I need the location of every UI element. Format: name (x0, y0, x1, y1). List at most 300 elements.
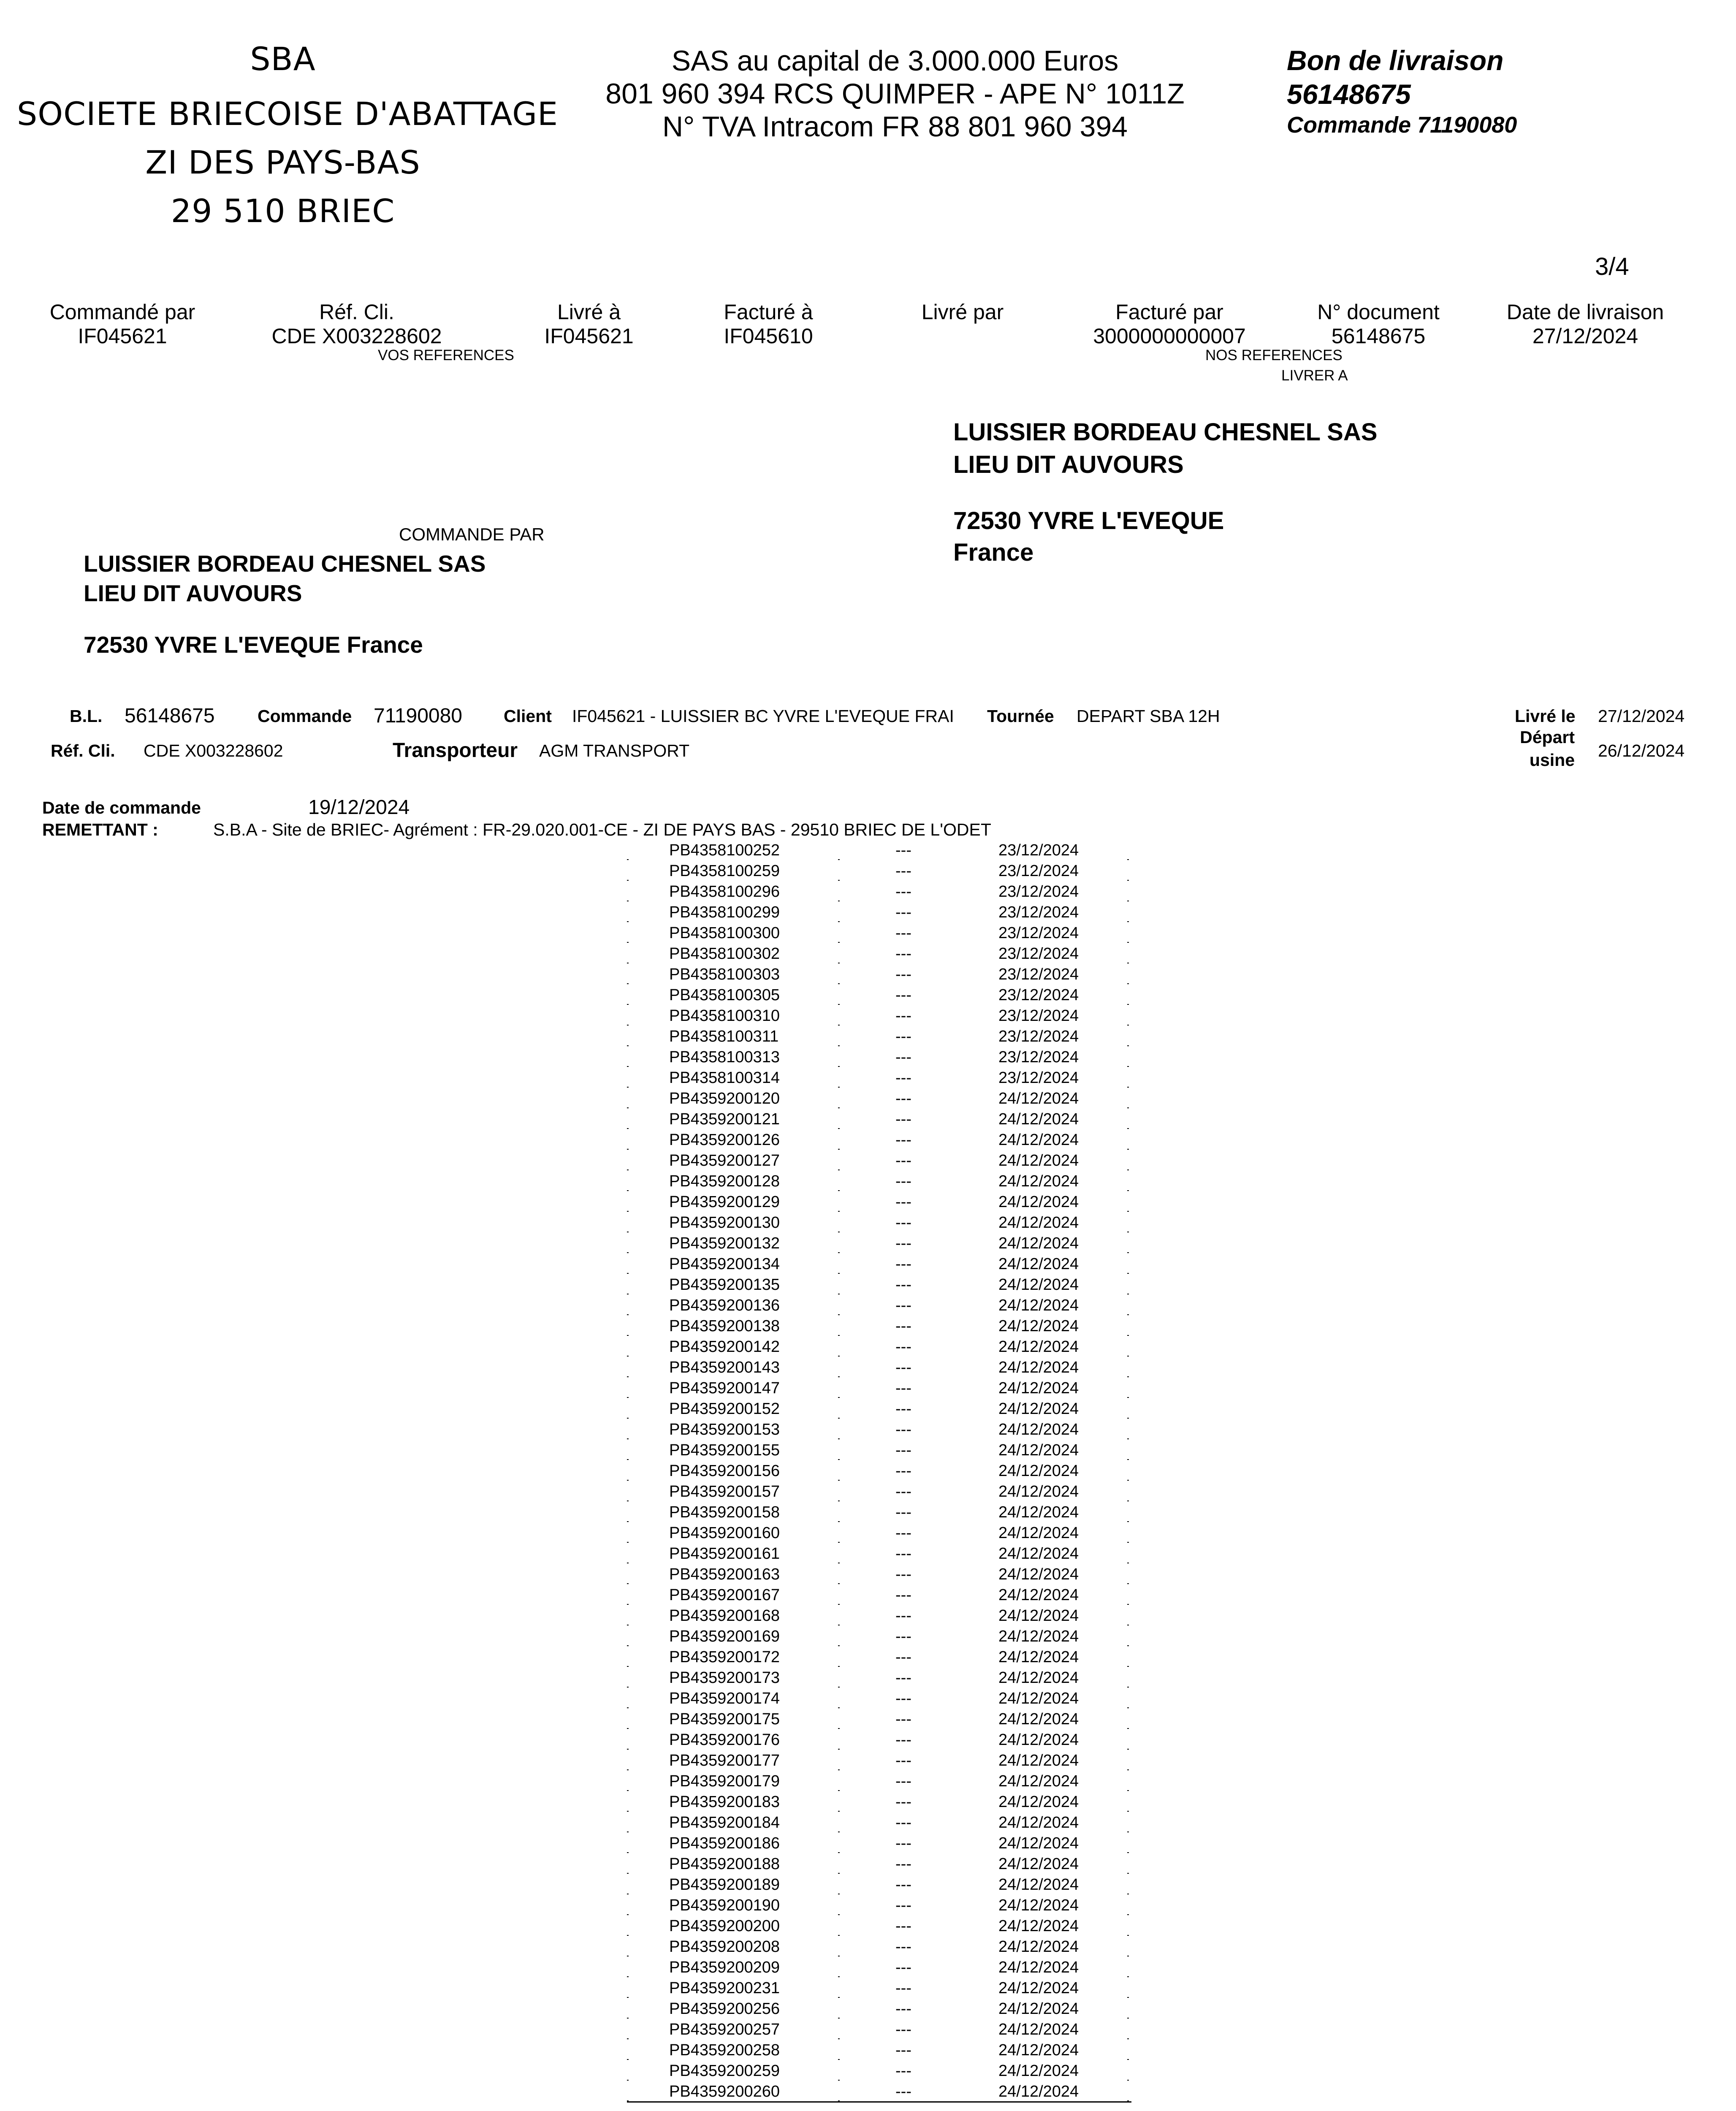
tournee-value: DEPART SBA 12H (1077, 706, 1220, 726)
ref-value-ref-cli: CDE X003228602 (271, 324, 442, 348)
row-tick (627, 1459, 629, 1460)
lot-number-cell: PB4358100252 (669, 841, 780, 859)
row-tick (1127, 1583, 1129, 1584)
row-tick (627, 1107, 629, 1108)
lot-number-cell: PB4359200173 (669, 1669, 780, 1687)
row-tick (1127, 1376, 1129, 1377)
date-cell: 24/12/2024 (998, 1710, 1079, 1728)
row-tick (627, 1273, 629, 1274)
date-cell: 24/12/2024 (998, 1814, 1079, 1832)
date-cell: 24/12/2024 (998, 1400, 1079, 1418)
table-row (627, 1750, 1134, 1771)
row-tick (627, 2080, 629, 2081)
quantity-cell: --- (895, 1524, 911, 1542)
table-row (627, 1585, 1134, 1606)
lot-number-cell: PB4358100300 (669, 924, 780, 942)
row-tick (838, 1397, 840, 1398)
date-cell: 24/12/2024 (998, 1648, 1079, 1666)
date-cell: 23/12/2024 (998, 1048, 1079, 1066)
table-row (627, 923, 1134, 944)
lot-number-cell: PB4358100299 (669, 904, 780, 921)
lot-number-cell: PB4359200134 (669, 1255, 780, 1273)
ref-cli-value: CDE X003228602 (144, 741, 283, 760)
quantity-cell: --- (895, 1607, 911, 1625)
lot-number-cell: PB4359200188 (669, 1855, 780, 1873)
date-cell: 24/12/2024 (998, 2021, 1079, 2038)
page-number: 3/4 (1595, 253, 1629, 280)
row-tick (838, 1087, 840, 1088)
date-cell: 24/12/2024 (998, 1690, 1079, 1707)
table-row (627, 1771, 1134, 1792)
table-row (627, 1068, 1134, 1088)
row-tick (627, 1025, 629, 1026)
lot-number-cell: PB4359200168 (669, 1607, 780, 1625)
row-tick (838, 1107, 840, 1108)
row-tick (838, 1583, 840, 1584)
lot-number-cell: PB4359200135 (669, 1276, 780, 1294)
lot-number-cell: PB4359200128 (669, 1172, 780, 1190)
quantity-cell: --- (895, 1152, 911, 1169)
table-row (627, 1192, 1134, 1213)
quantity-cell: --- (895, 2083, 911, 2100)
lot-number-cell: PB4359200259 (669, 2062, 780, 2080)
company-short: SBA (250, 40, 316, 78)
table-row (627, 964, 1134, 985)
date-cell: 24/12/2024 (998, 1172, 1079, 1190)
lot-number-cell: PB4359200260 (669, 2083, 780, 2100)
ref-value-date-livraison: 27/12/2024 (1532, 324, 1638, 348)
row-tick (838, 1811, 840, 1812)
livrer-a-city: 72530 YVRE L'EVEQUE (953, 507, 1224, 535)
row-tick (627, 859, 629, 860)
usine-label: usine (1529, 750, 1575, 770)
row-tick (627, 1376, 629, 1377)
client-label: Client (504, 706, 552, 726)
table-row (627, 1833, 1134, 1854)
lot-number-cell: PB4359200126 (669, 1131, 780, 1149)
date-cell: 24/12/2024 (998, 1276, 1079, 1294)
row-tick (838, 1749, 840, 1750)
quantity-cell: --- (895, 1172, 911, 1190)
lot-number-cell: PB4358100314 (669, 1069, 780, 1087)
row-tick (838, 1314, 840, 1315)
quantity-cell: --- (895, 1648, 911, 1666)
date-cell: 24/12/2024 (998, 1483, 1079, 1500)
row-tick (1127, 880, 1129, 881)
table-row (627, 1357, 1134, 1378)
quantity-cell: --- (895, 1938, 911, 1956)
row-tick (1127, 1211, 1129, 1212)
row-tick (1127, 942, 1129, 943)
doc-number: 56148675 (1287, 79, 1411, 110)
row-tick (838, 1852, 840, 1853)
lot-number-cell: PB4359200161 (669, 1545, 780, 1563)
doc-order: Commande 71190080 (1287, 112, 1517, 138)
lot-number-cell: PB4359200184 (669, 1814, 780, 1832)
lot-number-cell: PB4358100259 (669, 862, 780, 880)
lot-number-cell: PB4359200208 (669, 1938, 780, 1956)
row-tick (1127, 1604, 1129, 1605)
table-row (627, 1006, 1134, 1026)
lot-number-cell: PB4359200156 (669, 1462, 780, 1480)
row-tick (838, 1335, 840, 1336)
row-tick (627, 921, 629, 922)
date-cell: 23/12/2024 (998, 986, 1079, 1004)
date-cell: 24/12/2024 (998, 1441, 1079, 1459)
row-tick (838, 1707, 840, 1708)
lot-number-cell: PB4359200174 (669, 1690, 780, 1707)
quantity-cell: --- (895, 1069, 911, 1087)
date-cell: 24/12/2024 (998, 2083, 1079, 2100)
date-cell: 24/12/2024 (998, 1193, 1079, 1211)
row-tick (1127, 1169, 1129, 1170)
date-cell: 23/12/2024 (998, 904, 1079, 921)
ref-header-ref-cli: Réf. Cli. (319, 300, 394, 324)
ref-header-facture-a: Facturé à (724, 300, 813, 324)
table-bottom-rule (627, 2101, 1131, 2103)
quantity-cell: --- (895, 2062, 911, 2080)
company-city: 29 510 BRIEC (171, 192, 395, 230)
nos-references-label: NOS REFERENCES (1205, 347, 1343, 364)
quantity-cell: --- (895, 1276, 911, 1294)
lot-number-cell: PB4359200121 (669, 1110, 780, 1128)
lot-number-cell: PB4359200177 (669, 1752, 780, 1769)
quantity-cell: --- (895, 1193, 911, 1211)
date-cell: 24/12/2024 (998, 1297, 1079, 1314)
quantity-cell: --- (895, 1317, 911, 1335)
lot-number-cell: PB4359200120 (669, 1090, 780, 1107)
date-cell: 23/12/2024 (998, 883, 1079, 901)
quantity-cell: --- (895, 1090, 911, 1107)
row-tick (838, 1604, 840, 1605)
date-cell: 24/12/2024 (998, 1503, 1079, 1521)
table-row (627, 1999, 1134, 2019)
date-cell: 24/12/2024 (998, 1545, 1079, 1563)
vos-references-label: VOS REFERENCES (378, 347, 514, 364)
commande-par-name: LUISSIER BORDEAU CHESNEL SAS (84, 551, 486, 577)
table-row (627, 1295, 1134, 1316)
date-cell: 24/12/2024 (998, 1255, 1079, 1273)
lot-number-cell: PB4359200142 (669, 1338, 780, 1356)
table-row (627, 1213, 1134, 1233)
quantity-cell: --- (895, 1007, 911, 1025)
quantity-cell: --- (895, 883, 911, 901)
table-row (627, 1399, 1134, 1419)
lot-number-cell: PB4359200157 (669, 1483, 780, 1500)
quantity-cell: --- (895, 841, 911, 859)
row-tick (627, 2059, 629, 2060)
lot-number-cell: PB4359200175 (669, 1710, 780, 1728)
table-row (627, 1419, 1134, 1440)
quantity-cell: --- (895, 1876, 911, 1894)
row-tick (1127, 1004, 1129, 1005)
row-tick (627, 1666, 629, 1667)
date-cell: 24/12/2024 (998, 1214, 1079, 1232)
row-tick (627, 1314, 629, 1315)
quantity-cell: --- (895, 1545, 911, 1563)
table-row (627, 1316, 1134, 1337)
date-cell: 24/12/2024 (998, 1772, 1079, 1790)
row-tick (838, 880, 840, 881)
lot-number-cell: PB4358100296 (669, 883, 780, 901)
quantity-cell: --- (895, 1338, 911, 1356)
date-cell: 24/12/2024 (998, 1462, 1079, 1480)
ref-value-facture-par: 3000000000007 (1093, 324, 1246, 348)
table-row (627, 2019, 1134, 2040)
lot-number-cell: PB4358100305 (669, 986, 780, 1004)
row-tick (627, 880, 629, 881)
row-tick (838, 1914, 840, 1915)
lot-number-cell: PB4359200158 (669, 1503, 780, 1521)
commande-value: 71190080 (374, 705, 462, 727)
ref-header-livre-a: Livré à (557, 300, 621, 324)
row-tick (838, 1190, 840, 1191)
row-tick (1127, 1252, 1129, 1253)
date-cell: 24/12/2024 (998, 2000, 1079, 2018)
quantity-cell: --- (895, 1710, 911, 1728)
row-tick (838, 1004, 840, 1005)
row-tick (1127, 1273, 1129, 1274)
date-cell: 24/12/2024 (998, 1897, 1079, 1914)
row-tick (1127, 2038, 1129, 2039)
date-cell: 23/12/2024 (998, 945, 1079, 963)
date-commande-label: Date de commande (42, 798, 201, 817)
row-tick (838, 1645, 840, 1646)
row-tick (838, 1025, 840, 1026)
row-tick (627, 1128, 629, 1129)
quantity-cell: --- (895, 1028, 911, 1045)
row-tick (627, 1521, 629, 1522)
row-tick (838, 1666, 840, 1667)
table-row (627, 1150, 1134, 1171)
table-row (627, 1130, 1134, 1150)
table-row (627, 2061, 1134, 2081)
quantity-cell: --- (895, 1048, 911, 1066)
date-cell: 24/12/2024 (998, 1338, 1079, 1356)
table-row (627, 1171, 1134, 1192)
quantity-cell: --- (895, 1752, 911, 1769)
row-tick (627, 1707, 629, 1708)
lot-number-cell: PB4359200186 (669, 1834, 780, 1852)
row-tick (838, 1149, 840, 1150)
quantity-cell: --- (895, 1359, 911, 1376)
ref-header-facture-par: Facturé par (1115, 300, 1223, 324)
row-tick (1127, 1500, 1129, 1501)
quantity-cell: --- (895, 1855, 911, 1873)
date-cell: 24/12/2024 (998, 1524, 1079, 1542)
row-tick (627, 1769, 629, 1770)
quantity-cell: --- (895, 2021, 911, 2038)
quantity-cell: --- (895, 2041, 911, 2059)
quantity-cell: --- (895, 1979, 911, 1997)
date-cell: 24/12/2024 (998, 1607, 1079, 1625)
row-tick (1127, 1790, 1129, 1791)
company-name: SOCIETE BRIECOISE D'ABATTAGE (17, 95, 559, 133)
table-row (627, 2081, 1134, 2102)
row-tick (1127, 983, 1129, 984)
commande-par-city: 72530 YVRE L'EVEQUE France (84, 632, 423, 658)
table-row (627, 1544, 1134, 1564)
row-tick (1127, 1873, 1129, 1874)
date-cell: 23/12/2024 (998, 841, 1079, 859)
date-cell: 24/12/2024 (998, 1586, 1079, 1604)
row-tick (838, 2038, 840, 2039)
row-tick (838, 1066, 840, 1067)
table-row (627, 1875, 1134, 1895)
date-cell: 24/12/2024 (998, 1959, 1079, 1976)
date-cell: 24/12/2024 (998, 1855, 1079, 1873)
quantity-cell: --- (895, 904, 911, 921)
row-tick (838, 2059, 840, 2060)
lot-number-cell: PB4359200209 (669, 1959, 780, 1976)
row-tick (627, 1811, 629, 1812)
row-tick (627, 1976, 629, 1977)
row-tick (627, 1438, 629, 1439)
date-cell: 24/12/2024 (998, 1235, 1079, 1252)
row-tick (838, 1169, 840, 1170)
date-cell: 24/12/2024 (998, 1669, 1079, 1687)
company-zone: ZI DES PAYS-BAS (145, 144, 420, 181)
row-tick (1127, 2018, 1129, 2019)
row-tick (627, 1045, 629, 1046)
lot-number-cell: PB4359200179 (669, 1772, 780, 1790)
quantity-cell: --- (895, 1793, 911, 1811)
quantity-cell: --- (895, 1772, 911, 1790)
date-cell: 24/12/2024 (998, 1731, 1079, 1749)
table-row (627, 1523, 1134, 1544)
date-cell: 24/12/2024 (998, 1317, 1079, 1335)
row-tick (627, 1169, 629, 1170)
lot-number-cell: PB4359200153 (669, 1421, 780, 1438)
row-tick (1127, 1542, 1129, 1543)
table-row (627, 1730, 1134, 1750)
depart-label: Départ (1520, 727, 1575, 747)
row-tick (1127, 1645, 1129, 1646)
bl-label: B.L. (70, 706, 103, 726)
row-tick (838, 2018, 840, 2019)
table-row (627, 2040, 1134, 2061)
table-row (627, 1916, 1134, 1937)
quantity-cell: --- (895, 1235, 911, 1252)
lot-number-cell: PB4359200200 (669, 1917, 780, 1935)
row-tick (1127, 1087, 1129, 1088)
row-tick (838, 859, 840, 860)
date-cell: 24/12/2024 (998, 1090, 1079, 1107)
table-row (627, 985, 1134, 1006)
row-tick (838, 1356, 840, 1357)
row-tick (627, 1790, 629, 1791)
row-tick (1127, 1687, 1129, 1688)
table-row (627, 1564, 1134, 1585)
row-tick (838, 1438, 840, 1439)
quantity-cell: --- (895, 1834, 911, 1852)
row-tick (1127, 1521, 1129, 1522)
table-row (627, 1440, 1134, 1461)
lot-number-cell: PB4359200138 (669, 1317, 780, 1335)
table-row (627, 1233, 1134, 1254)
lot-number-cell: PB4358100302 (669, 945, 780, 963)
row-tick (1127, 1418, 1129, 1419)
row-tick (1127, 2059, 1129, 2060)
table-row (627, 1957, 1134, 1978)
table-row (627, 1502, 1134, 1523)
lot-number-cell: PB4359200163 (669, 1566, 780, 1583)
table-row (627, 1792, 1134, 1813)
row-tick (627, 983, 629, 984)
lot-number-cell: PB4359200127 (669, 1152, 780, 1169)
date-cell: 24/12/2024 (998, 1359, 1079, 1376)
table-row (627, 1337, 1134, 1357)
date-cell: 23/12/2024 (998, 1069, 1079, 1087)
date-cell: 24/12/2024 (998, 1834, 1079, 1852)
row-tick (1127, 1107, 1129, 1108)
doc-type: Bon de livraison (1287, 45, 1504, 76)
row-tick (1127, 1149, 1129, 1150)
legal-rcs: 801 960 394 RCS QUIMPER - APE N° 1011Z (605, 78, 1185, 110)
lot-number-cell: PB4359200231 (669, 1979, 780, 1997)
row-tick (838, 1728, 840, 1729)
transporteur-label: Transporteur (393, 739, 518, 762)
date-cell: 24/12/2024 (998, 1566, 1079, 1583)
table-row (627, 1895, 1134, 1916)
table-row (627, 1647, 1134, 1668)
quantity-cell: --- (895, 986, 911, 1004)
quantity-cell: --- (895, 1897, 911, 1914)
row-tick (838, 1418, 840, 1419)
date-cell: 24/12/2024 (998, 1152, 1079, 1169)
row-tick (627, 1542, 629, 1543)
table-row (627, 1109, 1134, 1130)
row-tick (627, 1583, 629, 1584)
remettant-label: REMETTANT : (42, 820, 158, 839)
row-tick (838, 942, 840, 943)
legal-capital: SAS au capital de 3.000.000 Euros (671, 45, 1119, 77)
table-row (627, 1978, 1134, 1999)
date-cell: 24/12/2024 (998, 1979, 1079, 1997)
row-tick (1127, 1811, 1129, 1812)
row-tick (627, 1873, 629, 1874)
date-cell: 24/12/2024 (998, 2041, 1079, 2059)
quantity-cell: --- (895, 945, 911, 963)
row-tick (838, 1252, 840, 1253)
lot-number-cell: PB4359200129 (669, 1193, 780, 1211)
row-tick (838, 1500, 840, 1501)
table-row (627, 1668, 1134, 1688)
row-tick (627, 1935, 629, 1936)
quantity-cell: --- (895, 1441, 911, 1459)
date-cell: 24/12/2024 (998, 1752, 1079, 1769)
lot-number-cell: PB4359200183 (669, 1793, 780, 1811)
table-row (627, 1378, 1134, 1399)
table-row (627, 1047, 1134, 1068)
row-tick (627, 1004, 629, 1005)
date-cell: 24/12/2024 (998, 1793, 1079, 1811)
row-tick (1127, 1769, 1129, 1770)
row-tick (1127, 1997, 1129, 1998)
row-tick (627, 1852, 629, 1853)
lot-number-cell: PB4359200167 (669, 1586, 780, 1604)
row-tick (1127, 1935, 1129, 1936)
row-tick (1127, 1397, 1129, 1398)
date-cell: 23/12/2024 (998, 1007, 1079, 1025)
row-tick (627, 1335, 629, 1336)
depart-value: 26/12/2024 (1598, 741, 1685, 760)
lot-number-cell: PB4359200130 (669, 1214, 780, 1232)
table-row (627, 1813, 1134, 1833)
date-cell: 23/12/2024 (998, 924, 1079, 942)
lot-number-cell: PB4359200155 (669, 1441, 780, 1459)
ref-value-commande-par: IF045621 (78, 324, 167, 348)
